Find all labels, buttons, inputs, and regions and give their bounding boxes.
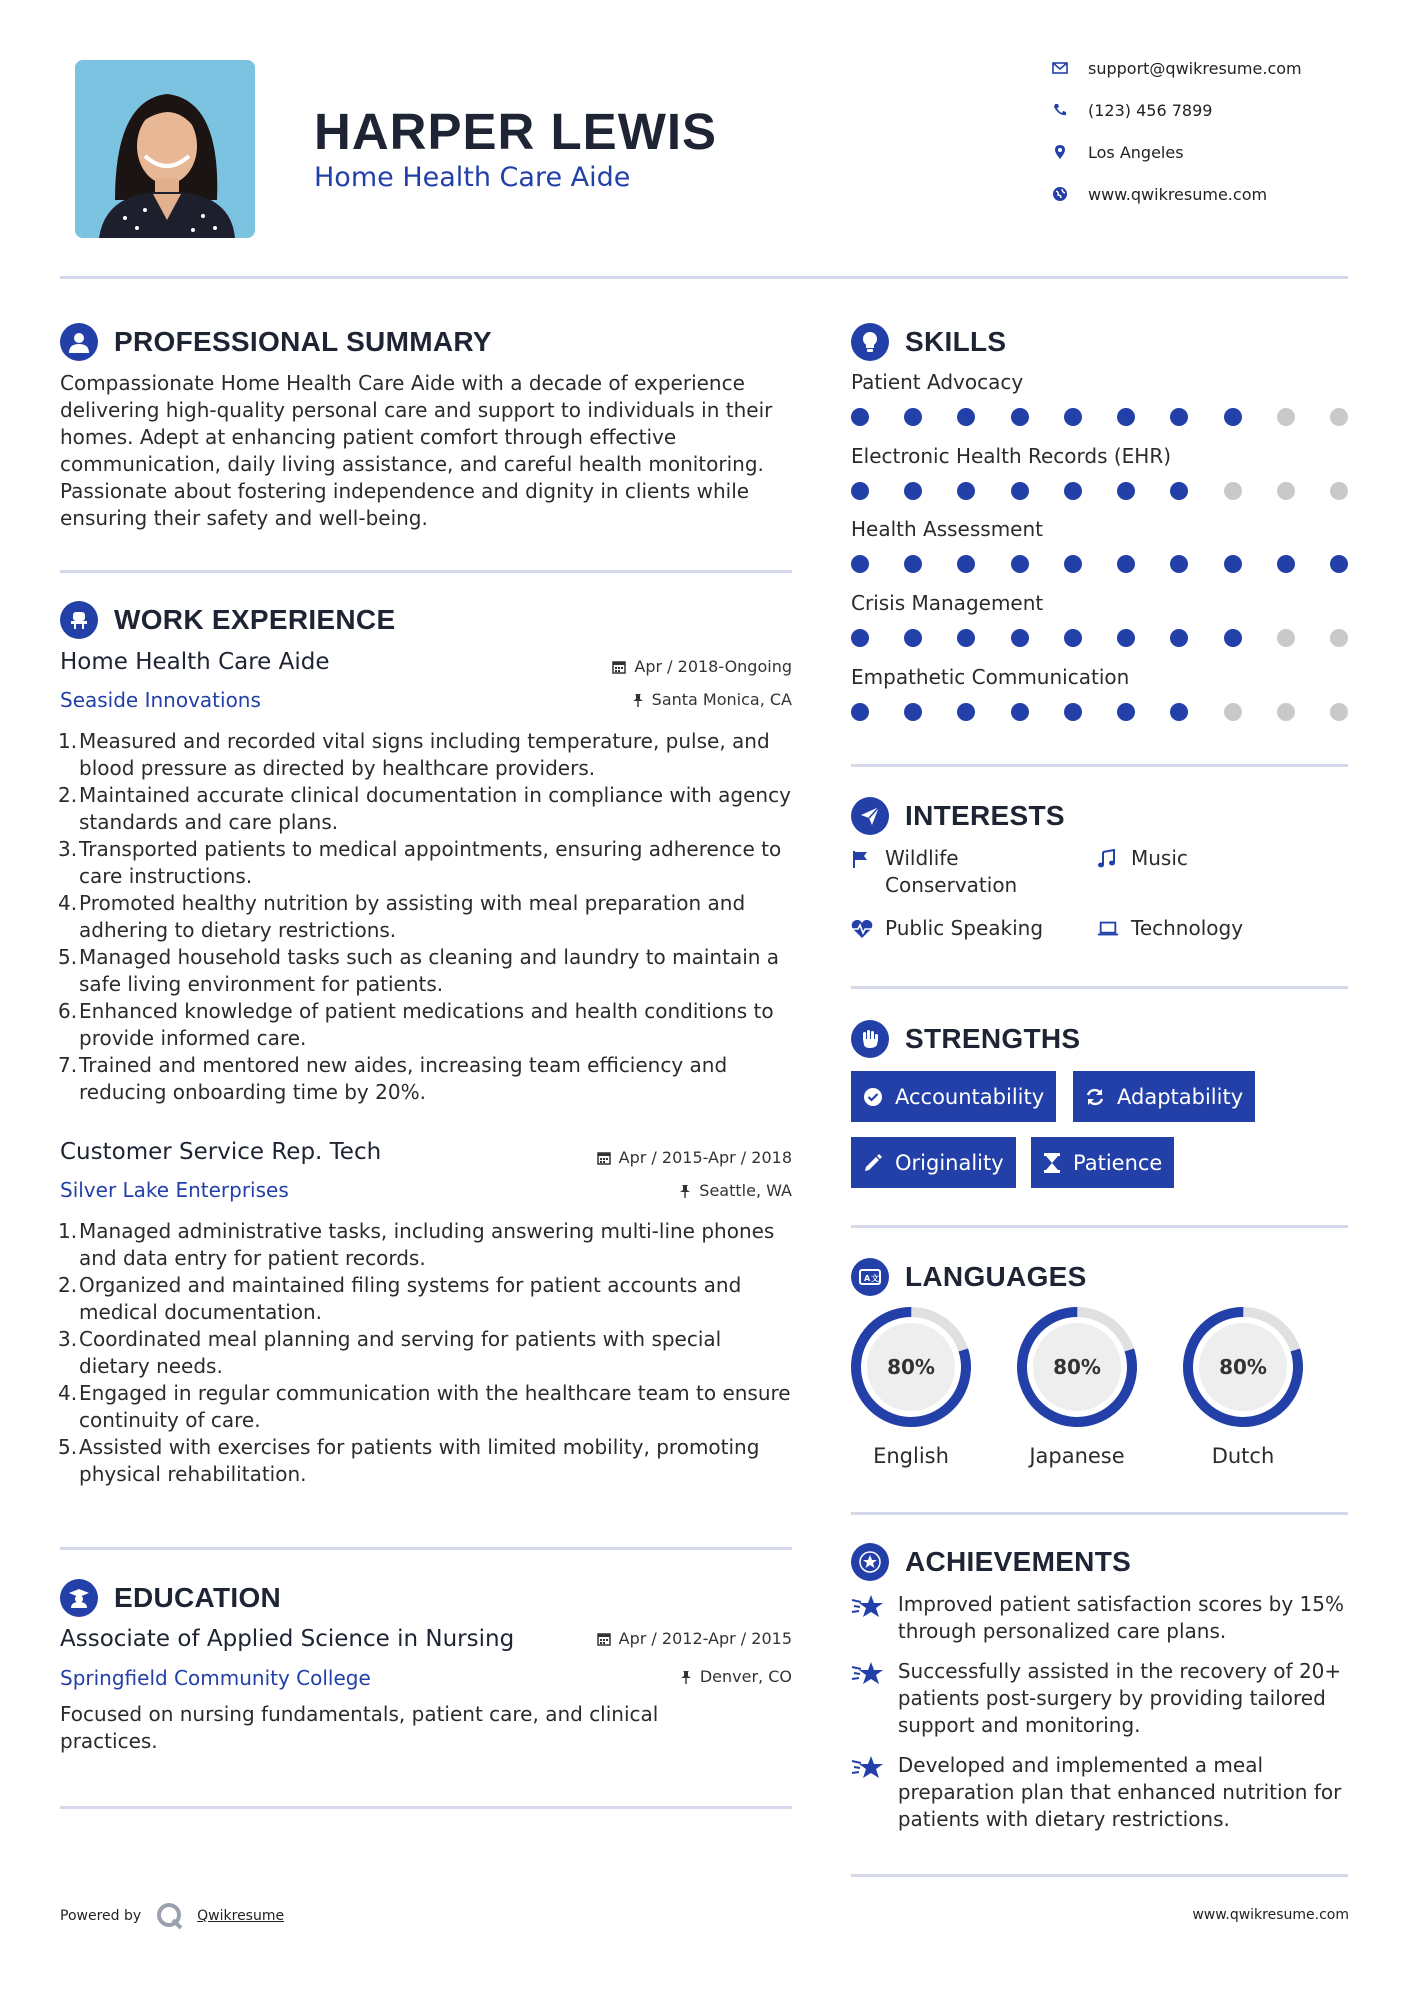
achievements-heading: ACHIEVEMENTS: [851, 1543, 1131, 1581]
job-duties-list: [60, 728, 798, 1106]
skill-dot-filled: [1170, 629, 1188, 647]
shooting-star-icon: [851, 1658, 887, 1690]
skill-name: Patient Advocacy: [851, 370, 1024, 394]
education-location: Denver, CO: [560, 1667, 792, 1686]
summary-text: Compassionate Home Health Care Aide with a decade of experience delivering high-quality personal care and support to individuals in their homes. Adept at enhancing patient comfort through effective communication, daily living assistance, and careful health monitoring. Passionate about fostering independence and dignity in clients while ensuring their safety and well-being.: [60, 371, 773, 530]
list-item: 1. Managed administrative tasks, including answering multi-line phones and data entry for patient records.: [58, 1219, 775, 1270]
check-circle-icon: [863, 1087, 883, 1107]
skill-dot-filled: [904, 408, 922, 426]
skill-dot-filled: [1170, 703, 1188, 721]
skill-dot-empty: [1330, 482, 1348, 500]
skill-dot-filled: [1170, 408, 1188, 426]
pushpin-icon: [679, 1184, 691, 1198]
skill-dot-filled: [1011, 482, 1029, 500]
language-ring: [849, 1305, 973, 1429]
footer-powered-by: Powered by Qwikresume: [60, 1901, 284, 1931]
svg-text:文: 文: [871, 1274, 879, 1283]
skill-dot-filled: [1224, 629, 1242, 647]
skill-dot-filled: [1064, 482, 1082, 500]
list-item: 6. Enhanced knowledge of patient medications and health conditions to provide informed care.: [58, 999, 774, 1050]
language-name: English: [873, 1444, 949, 1468]
skill-dot-empty: [1277, 629, 1295, 647]
skill-name: Electronic Health Records (EHR): [851, 444, 1172, 468]
skill-rating: [851, 555, 1348, 573]
header-divider: [60, 276, 1348, 279]
contact-website[interactable]: [1050, 184, 1267, 204]
skill-dot-filled: [1224, 555, 1242, 573]
skill-dot-empty: [1224, 703, 1242, 721]
experience-heading: WORK EXPERIENCE: [60, 601, 395, 639]
globe-icon: [1050, 184, 1070, 204]
skill-dot-filled: [1117, 703, 1135, 721]
lightbulb-icon: [851, 323, 889, 361]
achievement-item: Developed and implemented a meal preparation plan that enhanced nutrition for patients with dietary restrictions.: [851, 1752, 1351, 1833]
shooting-star-icon: [851, 1591, 887, 1623]
skill-dot-filled: [1330, 555, 1348, 573]
skill-rating: [851, 703, 1348, 721]
skill-dot-filled: [1170, 555, 1188, 573]
footer-website[interactable]: www.qwikresume.com: [1192, 1907, 1349, 1923]
job-dates: Apr / 2015-Apr / 2018: [560, 1148, 792, 1167]
flag-icon: [851, 845, 873, 872]
skill-dot-empty: [1330, 703, 1348, 721]
job-company[interactable]: Seaside Innovations: [60, 688, 261, 712]
skill-dot-filled: [1011, 703, 1029, 721]
skill-dot-filled: [1224, 408, 1242, 426]
list-item: 5. Managed household tasks such as cleaning and laundry to maintain a safe living environment for patients.: [58, 945, 780, 996]
skill-dot-filled: [904, 629, 922, 647]
list-item: 3. Transported patients to medical appointments, ensuring adherence to care instructions.: [58, 837, 782, 888]
svg-text:A: A: [864, 1274, 871, 1283]
star-badge-icon: [851, 1543, 889, 1581]
skill-dot-filled: [957, 408, 975, 426]
strengths-heading: STRENGTHS: [851, 1020, 1080, 1058]
music-icon: [1097, 845, 1119, 872]
education-dates: Apr / 2012-Apr / 2015: [560, 1629, 792, 1648]
skill-dot-filled: [957, 555, 975, 573]
calendar-icon: [597, 1151, 611, 1165]
contact-location: [1050, 142, 1184, 162]
job-location: Santa Monica, CA: [560, 690, 792, 709]
heartbeat-icon: [851, 915, 873, 942]
skill-dot-filled: [957, 482, 975, 500]
contact-email[interactable]: [1050, 58, 1302, 78]
skill-name: Crisis Management: [851, 591, 1044, 615]
skill-dot-filled: [1064, 629, 1082, 647]
skills-heading: SKILLS: [851, 323, 1006, 361]
contact-website-text: www.qwikresume.com: [1088, 184, 1268, 204]
skill-dot-filled: [851, 482, 869, 500]
user-icon: [60, 323, 98, 361]
skill-rating: [851, 408, 1348, 426]
language-ring: [1015, 1305, 1139, 1429]
skill-dot-filled: [1170, 482, 1188, 500]
graduation-icon: [60, 1579, 98, 1617]
job-location: Seattle, WA: [560, 1181, 792, 1200]
languages-heading: A 文 LANGUAGES: [851, 1258, 1087, 1296]
skill-dot-filled: [1064, 703, 1082, 721]
skill-dot-filled: [904, 482, 922, 500]
language-percent: 80%: [887, 1355, 935, 1379]
education-description: Focused on nursing fundamentals, patient care, and clinical practices.: [60, 1702, 659, 1753]
phone-icon: [1050, 100, 1070, 120]
achievements-divider: [851, 1874, 1348, 1877]
pencil-icon: [863, 1153, 883, 1173]
skill-name: Health Assessment: [851, 517, 1044, 541]
interest-item: Public Speaking: [851, 915, 1043, 942]
profile-photo: [75, 60, 255, 238]
calendar-icon: [612, 660, 626, 674]
skill-dot-filled: [1117, 482, 1135, 500]
interests-divider: [851, 986, 1348, 989]
skill-rating: [851, 482, 1348, 500]
briefcase-icon: [60, 601, 98, 639]
skill-dot-filled: [851, 555, 869, 573]
strengths-divider: [851, 1225, 1348, 1228]
job-dates: Apr / 2018-Ongoing: [560, 657, 792, 676]
pushpin-icon: [680, 1670, 692, 1684]
list-item: 2. Organized and maintained filing systems for patient accounts and medical documentation.: [58, 1273, 742, 1324]
contact-phone-text: (123) 456 7899: [1088, 100, 1213, 120]
candidate-title: Home Health Care Aide: [314, 162, 631, 193]
skill-dot-filled: [1117, 408, 1135, 426]
language-ring: [1181, 1305, 1305, 1429]
skill-dot-filled: [904, 703, 922, 721]
envelope-icon: [1050, 58, 1070, 78]
skill-dot-empty: [1277, 482, 1295, 500]
hourglass-icon: [1043, 1153, 1061, 1173]
skills-divider: [851, 764, 1348, 767]
laptop-icon: [1097, 915, 1119, 942]
experience-divider: [60, 1547, 792, 1550]
list-item: 4. Engaged in regular communication with the healthcare team to ensure continuity of care.: [58, 1381, 791, 1432]
skill-dot-filled: [1117, 629, 1135, 647]
skill-dot-filled: [1011, 629, 1029, 647]
skill-dot-filled: [904, 555, 922, 573]
strength-tag: Originality: [851, 1137, 1016, 1188]
skill-dot-filled: [1117, 555, 1135, 573]
skill-dot-empty: [1330, 629, 1348, 647]
footer-brand-link[interactable]: Qwikresume: [197, 1908, 285, 1924]
skill-dot-filled: [1064, 555, 1082, 573]
skill-dot-empty: [1330, 408, 1348, 426]
list-item: 3. Coordinated meal planning and serving for patients with special dietary needs.: [58, 1327, 722, 1378]
contact-location-text: Los Angeles: [1088, 142, 1184, 162]
list-item: 4. Promoted healthy nutrition by assisting with meal preparation and adhering to dietary restrictions.: [58, 891, 746, 942]
skill-dot-filled: [957, 703, 975, 721]
interest-item: Technology: [1097, 915, 1243, 942]
summary-heading: PROFESSIONAL SUMMARY: [60, 323, 492, 361]
achievement-item: Improved patient satisfaction scores by 15% through personalized care plans.: [851, 1591, 1351, 1645]
shooting-star-icon: [851, 1752, 887, 1784]
interest-item: Music: [1097, 845, 1188, 872]
language-card-icon: [851, 1258, 889, 1296]
refresh-icon: [1085, 1087, 1105, 1107]
map-pin-icon: [1050, 142, 1070, 162]
job-company[interactable]: Silver Lake Enterprises: [60, 1178, 289, 1202]
language-percent: 80%: [1053, 1355, 1101, 1379]
calendar-icon: [597, 1632, 611, 1646]
degree-title: Associate of Applied Science in Nursing: [60, 1626, 515, 1652]
list-item: 7. Trained and mentored new aides, increasing team efficiency and reducing onboarding time by 20%.: [58, 1053, 728, 1104]
education-divider: [60, 1806, 792, 1809]
skill-rating: [851, 629, 1348, 647]
skill-dot-filled: [957, 629, 975, 647]
language-name: Japanese: [1029, 1444, 1125, 1468]
interest-item: Wildlife Conservation: [851, 845, 1081, 899]
skill-dot-filled: [1277, 555, 1295, 573]
contact-phone[interactable]: [1050, 100, 1212, 120]
languages-divider: [851, 1512, 1348, 1515]
job-duties-list: [60, 1218, 798, 1488]
skill-dot-filled: [1011, 408, 1029, 426]
skill-dot-filled: [1064, 408, 1082, 426]
achievement-item: Successfully assisted in the recovery of 20+ patients post-surgery by providing tailored support and monitoring.: [851, 1658, 1351, 1739]
contact-email-text: support@qwikresume.com: [1088, 58, 1302, 78]
skill-dot-empty: [1277, 703, 1295, 721]
job-title: Customer Service Rep. Tech: [60, 1139, 382, 1165]
skill-dot-filled: [851, 629, 869, 647]
language-percent: 80%: [1219, 1355, 1267, 1379]
list-item: 1. Measured and recorded vital signs including temperature, pulse, and blood pressure as directed by healthcare providers.: [58, 729, 770, 780]
language-name: Dutch: [1211, 1444, 1275, 1468]
paper-plane-icon: [851, 797, 889, 835]
raised-fist-icon: [851, 1020, 889, 1058]
candidate-name: HARPER LEWIS: [314, 103, 718, 160]
qwikresume-logo-icon: [155, 1901, 185, 1931]
job-title: Home Health Care Aide: [60, 649, 330, 675]
summary-divider: [60, 570, 792, 573]
skill-dot-filled: [1011, 555, 1029, 573]
skill-dot-filled: [851, 408, 869, 426]
list-item: 2. Maintained accurate clinical documentation in compliance with agency standards and care plans.: [58, 783, 791, 834]
interests-heading: INTERESTS: [851, 797, 1065, 835]
education-heading: EDUCATION: [60, 1579, 281, 1617]
skill-dot-filled: [851, 703, 869, 721]
school-name[interactable]: Springfield Community College: [60, 1666, 371, 1690]
skill-dot-empty: [1277, 408, 1295, 426]
skill-name: Empathetic Communication: [851, 665, 1130, 689]
strength-tag: Adaptability: [1073, 1071, 1255, 1122]
list-item: 5. Assisted with exercises for patients with limited mobility, promoting physical rehabilitation.: [58, 1435, 760, 1486]
pushpin-icon: [632, 693, 644, 707]
skill-dot-empty: [1224, 482, 1242, 500]
strength-tag: Patience: [1031, 1137, 1174, 1188]
strength-tag: Accountability: [851, 1071, 1056, 1122]
